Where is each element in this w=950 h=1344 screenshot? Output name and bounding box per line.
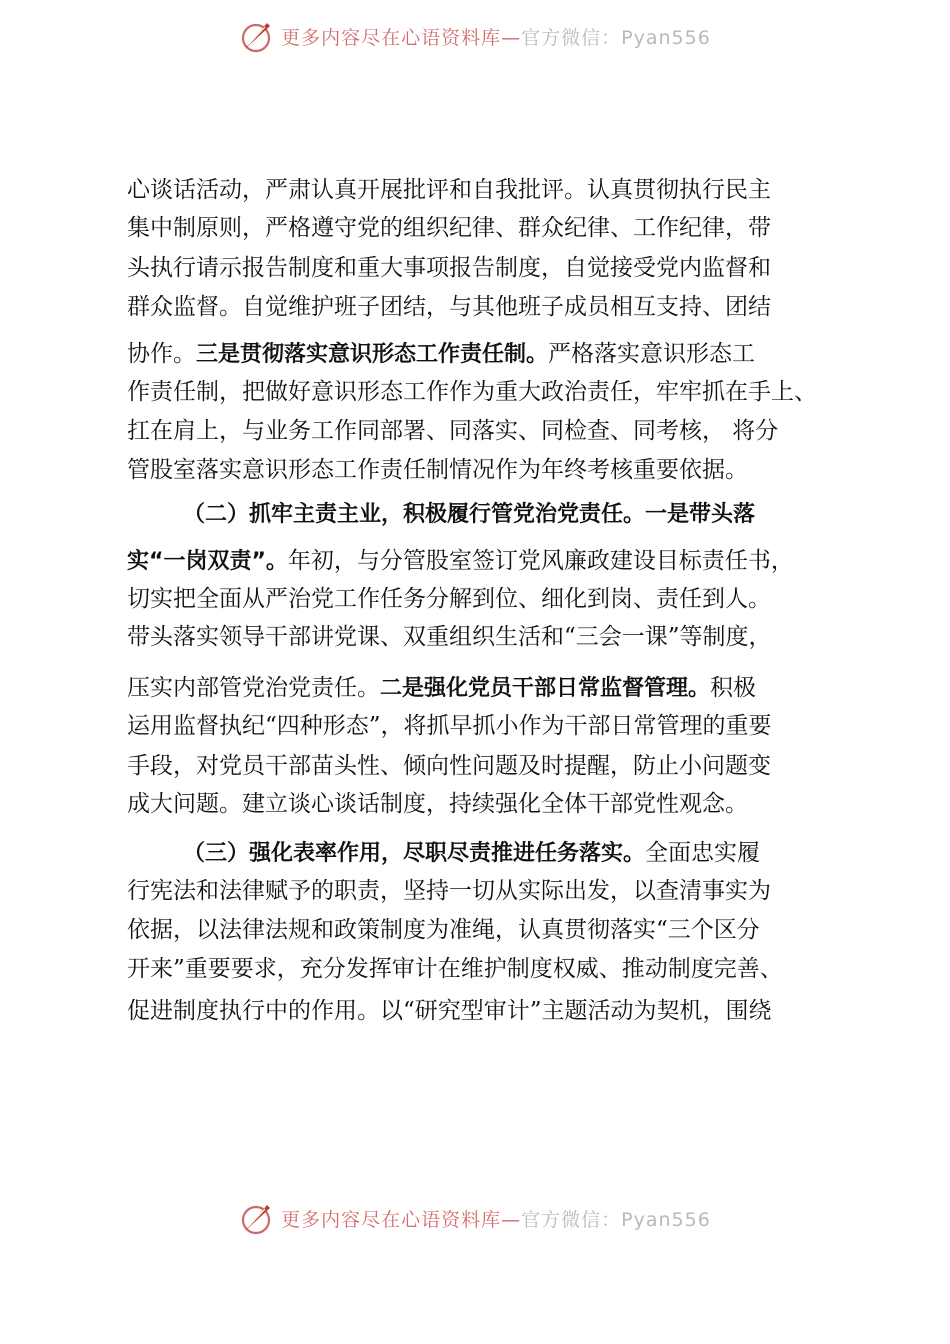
- line-text: 群众监督。自觉维护班子团结，与其他班子成员相互支持、团结: [127, 294, 771, 320]
- banner-wechat: 官方微信：Pyan556: [521, 1208, 711, 1231]
- text-line: [127, 711, 772, 741]
- section-heading: [183, 838, 760, 869]
- banner-wechat: 官方微信：Pyan556: [521, 26, 711, 49]
- line-text: 压实内部管党治党责任。: [127, 675, 380, 701]
- quill-logo-icon: [239, 19, 273, 53]
- line-text: 年初，与分管股室签订党风廉政建设目标责任书，: [287, 548, 794, 574]
- text-line: [127, 622, 772, 652]
- text-line: [127, 455, 748, 485]
- section-heading: [183, 499, 755, 530]
- text-line: [127, 175, 771, 205]
- line-text: 带头落实领导干部讲党课、双重组织生活和“三会一课”等制度，: [127, 624, 772, 650]
- line-text: 严格落实意识形态工: [548, 341, 756, 367]
- bold-text: （三）强化表率作用，尽职尽责推进任务落实。: [183, 841, 646, 866]
- banner-text: 更多内容尽在心语资料库—: [281, 1208, 522, 1231]
- text-line: [127, 789, 748, 819]
- line-text: 全面忠实履: [645, 840, 761, 866]
- bold-text: （二）抓牢主责主业，积极履行管党治党责任。一是带头落: [183, 502, 756, 527]
- text-line: [127, 996, 772, 1026]
- bold-text: 二是强化党员干部日常监督管理。: [380, 676, 711, 701]
- line-text: 集中制原则，严格遵守党的组织纪律、群众纪律、工作纪律，带: [127, 215, 771, 241]
- line-text: 开来”重要要求，充分发挥审计在维护制度权威、推动制度完善、: [127, 956, 783, 982]
- line-text: 促进制度执行中的作用。以“研究型审计”主题活动为契机，围绕: [127, 998, 772, 1024]
- line-text: 心谈话活动，严肃认真开展批评和自我批评。认真贯彻执行民主: [127, 177, 771, 203]
- line-text: 行宪法和法律赋予的职责，坚持一切从实际出发，以查清事实为: [127, 878, 771, 904]
- quill-logo-icon: [239, 1201, 273, 1235]
- header-watermark: [0, 16, 950, 56]
- text-line: [127, 377, 817, 407]
- text-line: [127, 213, 771, 243]
- text-line: [127, 915, 760, 945]
- line-text: 协作。: [127, 341, 196, 367]
- line-text: 手段，对党员干部苗头性、倾向性问题及时提醒，防止小问题变: [127, 753, 771, 779]
- line-text: 作责任制，把做好意识形态工作作为重大政治责任，牢牢抓在手上、: [127, 379, 817, 405]
- text-line: [127, 292, 771, 322]
- text-line: [127, 253, 771, 283]
- line-text: 成大问题。建立谈心谈话制度，持续强化全体干部党性观念。: [127, 791, 748, 817]
- banner-text: 更多内容尽在心语资料库—: [281, 26, 522, 49]
- text-line: [127, 876, 771, 906]
- line-text: 运用监督执纪“四种形态”，将抓早抓小作为干部日常管理的重要: [127, 713, 772, 739]
- text-line: [127, 673, 756, 704]
- line-text: 积极: [710, 675, 757, 701]
- bold-text: 三是贯彻落实意识形态工作责任制。: [196, 342, 549, 367]
- text-line: [127, 751, 771, 781]
- line-text: 切实把全面从严治党工作任务分解到位、细化到岗、责任到人。: [127, 586, 771, 612]
- line-text: 头执行请示报告制度和重大事项报告制度，自觉接受党内监督和: [127, 255, 771, 281]
- line-text: 扛在肩上，与业务工作同部署、同落实、同检查、同考核， 将分: [127, 418, 779, 444]
- text-line: [127, 416, 778, 446]
- text-line: [127, 339, 755, 370]
- text-line: [127, 546, 794, 577]
- line-text: 管股室落实意识形态工作责任制情况作为年终考核重要依据。: [127, 457, 748, 483]
- line-text: 依据，以法律法规和政策制度为准绳，认真贯彻落实“三个区分: [127, 917, 760, 943]
- bold-text: 实“一岗双责”。: [127, 549, 288, 574]
- text-line: [127, 954, 783, 984]
- footer-watermark: [0, 1198, 950, 1238]
- text-line: [127, 584, 771, 614]
